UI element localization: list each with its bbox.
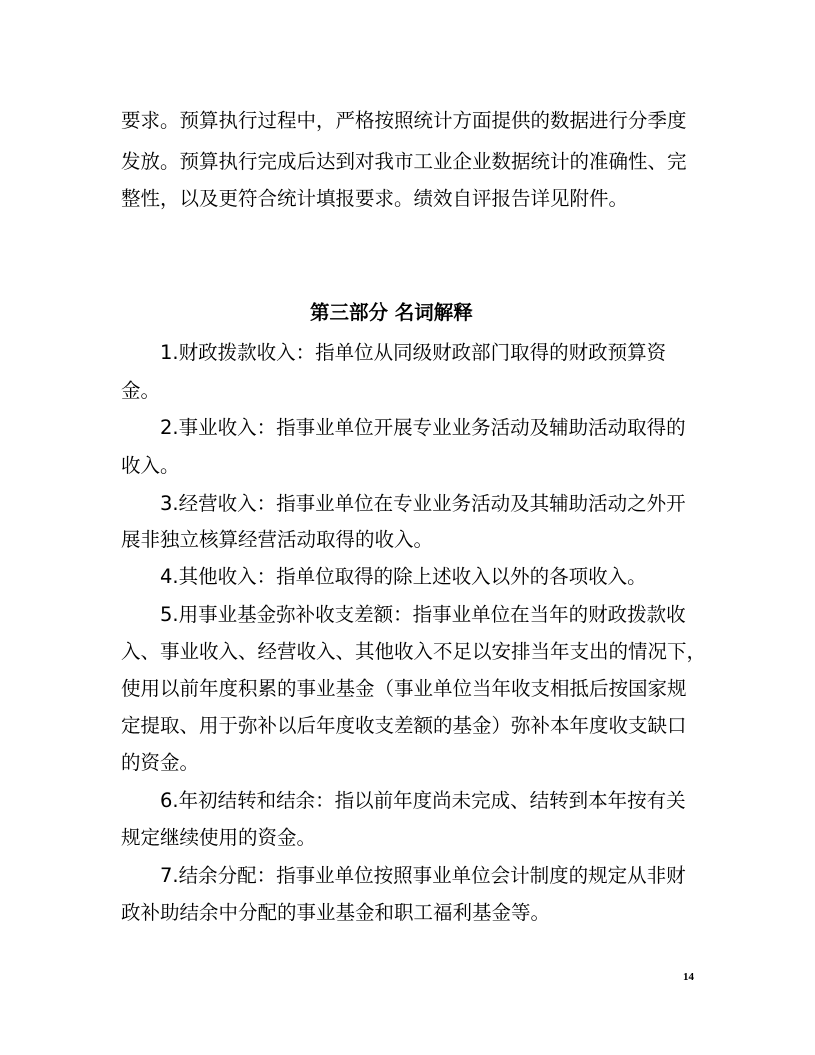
page-number: 14 bbox=[683, 971, 694, 983]
definition-line: 规定继续使用的资金。 bbox=[121, 826, 317, 849]
definition-line: 5.用事业基金弥补收支差额：指事业单位在当年的财政拨款收 bbox=[160, 603, 686, 626]
definition-line: 3.经营收入：指事业单位在专业业务活动及其辅助活动之外开 bbox=[160, 492, 686, 515]
definition-line: 7.结余分配：指事业单位按照事业单位会计制度的规定从非财 bbox=[160, 864, 686, 887]
intro-line: 发放。预算执行完成后达到对我市工业企业数据统计的准确性、完 bbox=[121, 150, 687, 173]
definition-line: 使用以前年度积累的事业基金（事业单位当年收支相抵后按国家规 bbox=[121, 677, 687, 700]
definition-line: 6.年初结转和结余：指以前年度尚未完成、结转到本年按有关 bbox=[160, 789, 686, 812]
definition-line: 的资金。 bbox=[121, 751, 200, 774]
intro-line: 要求。预算执行过程中，严格按照统计方面提供的数据进行分季度 bbox=[121, 109, 687, 132]
definition-line: 金。 bbox=[121, 379, 161, 402]
section-title: 第三部分 名词解释 bbox=[310, 301, 473, 324]
intro-line: 整性，以及更符合统计填报要求。绩效自评报告详见附件。 bbox=[121, 187, 629, 210]
definition-line: 收入。 bbox=[121, 454, 180, 477]
definition-line: 定提取、用于弥补以后年度收支差额的基金）弥补本年度收支缺口 bbox=[121, 714, 687, 737]
definition-line: 政补助结余中分配的事业基金和职工福利基金等。 bbox=[121, 901, 551, 924]
definition-line: 展非独立核算经营活动取得的收入。 bbox=[121, 528, 434, 551]
definition-line: 入、事业收入、经营收入、其他收入不足以安排当年支出的情况下， bbox=[121, 640, 707, 663]
definition-line: 1.财政拨款收入：指单位从同级财政部门取得的财政预算资 bbox=[160, 341, 667, 364]
definition-line: 4.其他收入：指单位取得的除上述收入以外的各项收入。 bbox=[160, 565, 647, 588]
definition-line: 2.事业收入：指事业单位开展专业业务活动及辅助活动取得的 bbox=[160, 416, 686, 439]
